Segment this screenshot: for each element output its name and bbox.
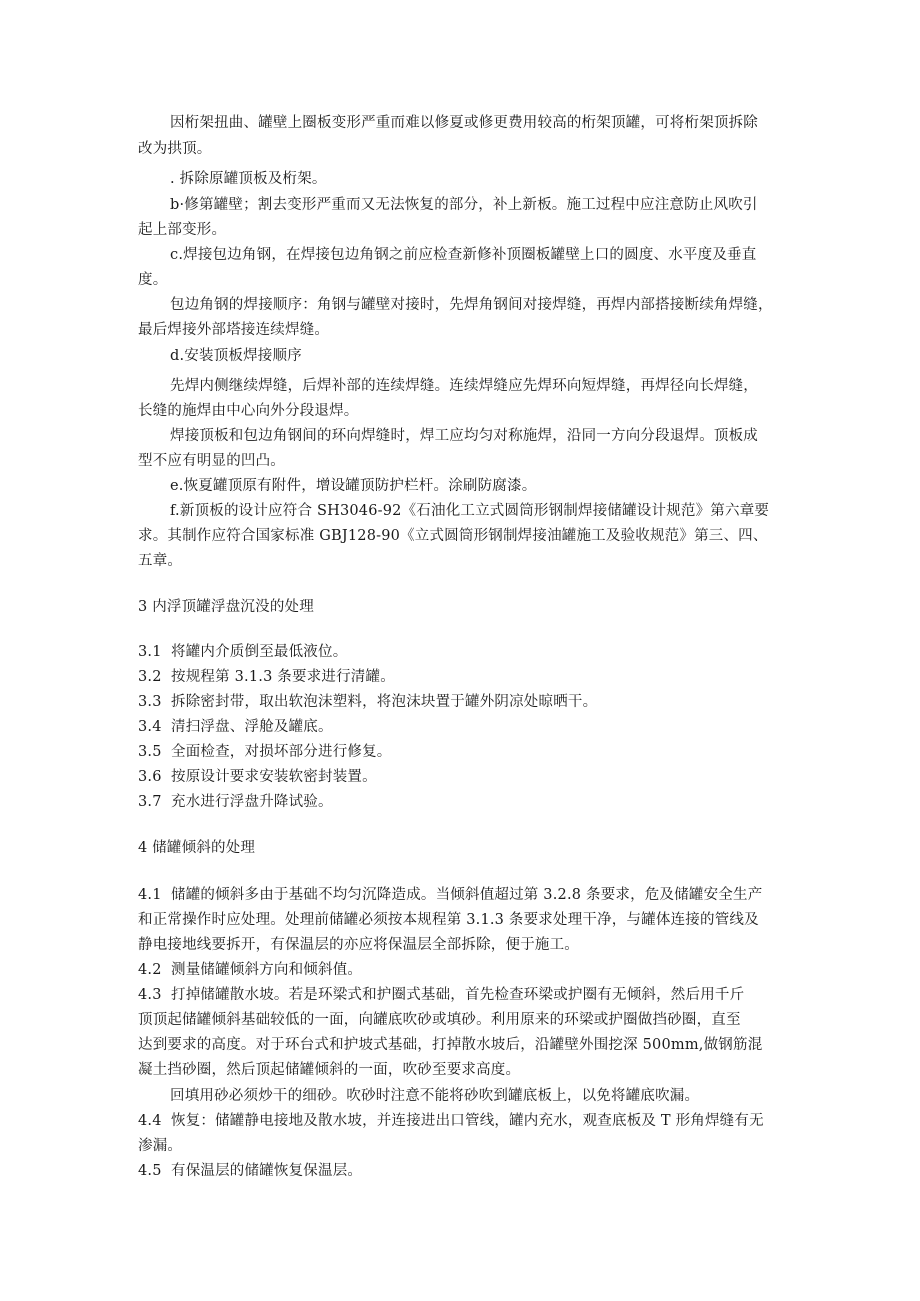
list-item-4-4-line1 xyxy=(138,1111,764,1131)
list-item-4-3-line3: 达到要求的高度。对于环台式和护坡式基础，打掉散水坡后，沿罐壁外围挖深 500mm,做钢筋混 xyxy=(138,1037,763,1053)
item-number: 4.5 xyxy=(138,1163,162,1179)
list-item-4-1-line2: 和正常操作时应处理。处理前储罐必须按本规程第 3.1.3 条要求处理干净，与罐体连接的管线及 xyxy=(138,912,759,928)
step-d-para1-line1: 先焊内侧继续焊缝，后焊补部的连续焊缝。连续焊缝应先焊环向短焊缝，再焊径向长焊缝， xyxy=(170,378,758,394)
list-item-3-5 xyxy=(138,742,392,762)
item-text: 测量储罐倾斜方向和倾斜值。 xyxy=(171,962,363,978)
step-e: e.恢夏罐顶原有附件，增设罐顶防护栏杆。涂刷防腐漆。 xyxy=(170,478,537,494)
list-item-4-3-line1 xyxy=(138,985,744,1005)
list-item-3-6 xyxy=(138,767,377,787)
item-number: 3.7 xyxy=(138,794,162,810)
list-item-4-5 xyxy=(138,1161,362,1181)
step-b-line1: b·修第罐壁；割去变形严重而又无法恢复的部分，补上新板。施工过程中应注意防止风吹引 xyxy=(170,197,758,213)
sand-fill-note: 回填用砂必须炒干的细砂。吹砂时注意不能将砂吹到罐底板上，以免将罐底吹漏。 xyxy=(170,1088,700,1104)
item-text: 按规程第 3.1.3 条要求进行清罐。 xyxy=(171,669,395,685)
item-text: 有保温层的储罐恢复保温层。 xyxy=(171,1163,363,1179)
list-item-4-1-line3: 静电接地线要拆开，有保温层的亦应将保温层全部拆除，便于施工。 xyxy=(138,937,579,953)
list-item-3-3 xyxy=(138,692,597,712)
list-item-4-4-line2: 渗漏。 xyxy=(138,1138,183,1154)
weld-order-line1: 包边角钢的焊接顺序：角钢与罐壁对接时，先焊角钢间对接焊缝，再焊内部搭接断续角焊缝， xyxy=(170,297,773,313)
item-number: 3.3 xyxy=(138,694,162,710)
item-text: 拆除密封带，取出软泡沫塑料，将泡沫块置于罐外阴凉处晾晒干。 xyxy=(171,694,598,710)
item-text: 打掉储罐散水坡。若是环梁式和护圈式基础，首先检查环梁或护圈有无倾斜，然后用千斤 xyxy=(171,987,745,1003)
section3-heading: 3 内浮顶罐浮盘沉没的处理 xyxy=(138,599,314,615)
list-item-4-3-line4: 凝土挡砂圈，然后顶起储罐倾斜的一面，吹砂至要求高度。 xyxy=(138,1062,521,1078)
item-text: 按原设计要求安装软密封装置。 xyxy=(171,769,377,785)
item-number: 3.2 xyxy=(138,669,162,685)
list-item-3-7 xyxy=(138,792,333,812)
item-number: 3.6 xyxy=(138,769,162,785)
item-text: 全面检查，对损坏部分进行修复。 xyxy=(171,744,392,760)
step-c-line2: 度。 xyxy=(138,272,168,288)
item-number: 4.3 xyxy=(138,987,162,1003)
list-item-4-1-line1 xyxy=(138,885,762,905)
item-number: 3.4 xyxy=(138,719,162,735)
step-d-para1-line2: 长缝的施焊由中心向外分段退焊。 xyxy=(138,403,359,419)
list-item-4-2 xyxy=(138,960,362,980)
item-number: 4.4 xyxy=(138,1113,162,1129)
list-item-3-4 xyxy=(138,717,333,737)
item-text: 储罐的倾斜多由于基础不均匀沉降造成。当倾斜值超过第 3.2.8 条要求，危及储罐安全生产 xyxy=(171,887,763,903)
step-d-para2-line2: 型不应有明显的凹凸。 xyxy=(138,453,285,469)
step-a: . 拆除原罐顶板及桁架。 xyxy=(170,171,327,187)
list-item-4-3-line2: 顶顶起储罐倾斜基础较低的一面，向罐底吹砂或填砂。利用原来的环梁或护圈做挡砂圈，直至 xyxy=(138,1012,741,1028)
item-number: 4.1 xyxy=(138,887,162,903)
list-item-3-1 xyxy=(138,642,347,662)
paragraph-truss-roof-line2: 改为拱顶。 xyxy=(138,141,212,157)
paragraph-truss-roof-line1: 因桁架扭曲、罐壁上圈板变形严重而难以修夏或修更费用较高的桁架顶罐，可将桁架顶拆除 xyxy=(170,115,758,131)
item-text: 清扫浮盘、浮舱及罐底。 xyxy=(171,719,333,735)
item-number: 3.1 xyxy=(138,644,162,660)
item-number: 3.5 xyxy=(138,744,162,760)
item-text: 恢复：储罐静电接地及散水坡，并连接进出口管线，罐内充水，观查底板及 T 形角焊缝有无 xyxy=(171,1113,764,1129)
item-text: 将罐内介质倒至最低液位。 xyxy=(171,644,348,660)
step-f-line1: f.新顶板的设计应符合 SH3046-92《石油化工立式圆筒形钢制焊接储罐设计规范》第六章要 xyxy=(170,503,770,519)
step-c-line1: c.焊接包边角钢，在焊接包边角钢之前应检查新修补顶圈板罐壁上口的圆度、水平度及垂直 xyxy=(170,247,757,263)
step-f-line3: 五章。 xyxy=(138,553,183,569)
step-d-para2-line1: 焊接顶板和包边角钢间的环向焊缝时，焊工应均匀对称施焊，沿同一方向分段退焊。顶板成 xyxy=(170,428,758,444)
step-d: d.安装顶板焊接顺序 xyxy=(170,348,302,364)
item-number: 4.2 xyxy=(138,962,162,978)
list-item-3-2 xyxy=(138,667,395,687)
weld-order-line2: 最后焊接外部塔接连续焊缝。 xyxy=(138,322,330,338)
step-b-line2: 起上部变形。 xyxy=(138,222,227,238)
step-f-line2: 求。其制作应符合国家标准 GBJ128-90《立式圆筒形钢制焊接油罐施工及验收规范》第三、四、 xyxy=(138,528,768,544)
item-text: 充水进行浮盘升降试验。 xyxy=(171,794,333,810)
section4-heading: 4 储罐倾斜的处理 xyxy=(138,840,256,856)
